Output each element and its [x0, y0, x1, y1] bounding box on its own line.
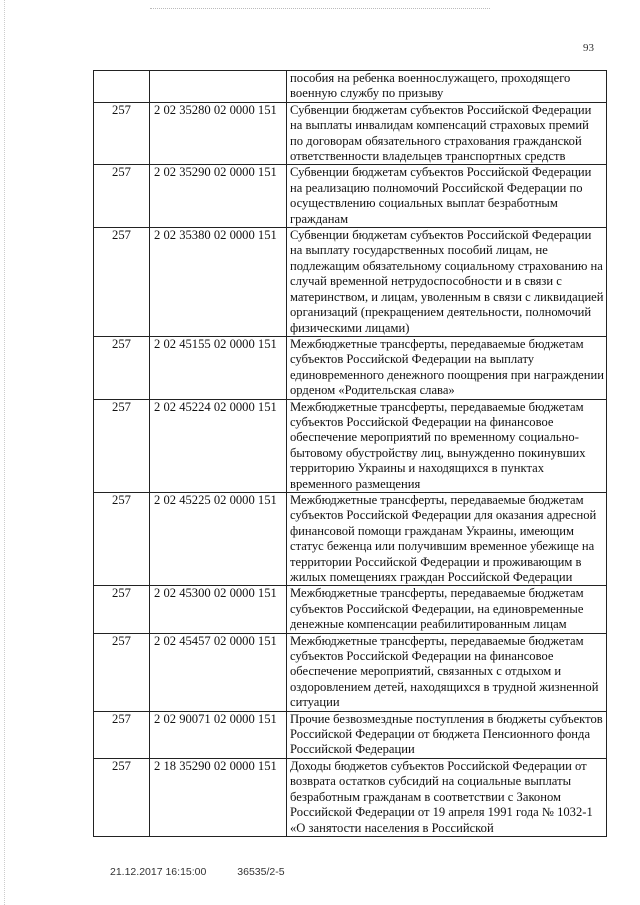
admin-code-cell: 257: [94, 399, 150, 492]
admin-code-cell: 257: [94, 633, 150, 711]
budget-code-cell: 2 02 45155 02 0000 151: [150, 336, 287, 399]
table-row: [94, 492, 607, 585]
admin-code-cell: 257: [94, 711, 150, 758]
admin-code-cell: 257: [94, 336, 150, 399]
table-row: [94, 336, 607, 399]
table-row: [94, 165, 607, 228]
description-cell: Прочие безвозмездные поступления в бюджеты субъектов Российской Федерации от бюджета Пенсионного фонда Российской Федерации: [287, 711, 607, 758]
description-cell: Субвенции бюджетам субъектов Российской Федерации на выплаты инвалидам компенсаций страховых премий по договорам обязательного страхования гражданской ответственности владельцев транспортных средств: [287, 102, 607, 165]
table-row: [94, 399, 607, 492]
table-row: [94, 102, 607, 165]
budget-code-cell: 2 18 35290 02 0000 151: [150, 758, 287, 836]
description-cell: Субвенции бюджетам субъектов Российской Федерации на реализацию полномочий Российской Федерации по осуществлению социальных выплат безработным гражданам: [287, 165, 607, 228]
admin-code-cell: 257: [94, 165, 150, 228]
table-row: [94, 711, 607, 758]
budget-code-cell: [150, 71, 287, 103]
description-cell: пособия на ребенка военнослужащего, проходящего военную службу по призыву: [287, 71, 607, 103]
budget-code-cell: 2 02 45300 02 0000 151: [150, 586, 287, 633]
scan-edge-artifact: [4, 0, 6, 905]
admin-code-cell: 257: [94, 492, 150, 585]
admin-code-cell: 257: [94, 228, 150, 337]
budget-revenue-table: [93, 70, 607, 837]
budget-code-cell: 2 02 35290 02 0000 151: [150, 165, 287, 228]
budget-code-cell: 2 02 90071 02 0000 151: [150, 711, 287, 758]
budget-code-cell: 2 02 45225 02 0000 151: [150, 492, 287, 585]
table-row: [94, 228, 607, 337]
description-cell: Субвенции бюджетам субъектов Российской Федерации на выплату государственных пособий лицам, не подлежащим обязательному социальному страхованию на случай временной нетрудоспособности и в связи с материнством, и лицам, уволенным в связи с ликвидацией организаций (прекращением деятельности, полномочий физическими лицами): [287, 228, 607, 337]
page-number: 93: [583, 42, 594, 54]
description-cell: Межбюджетные трансферты, передаваемые бюджетам субъектов Российской Федерации на финансовое обеспечение мероприятий, связанных с отдыхом и оздоровлением детей, находящихся в трудной жизненной ситуации: [287, 633, 607, 711]
document-footer: [110, 866, 285, 878]
budget-code-cell: 2 02 35280 02 0000 151: [150, 102, 287, 165]
table-row: [94, 586, 607, 633]
table-row: [94, 71, 607, 103]
footer-timestamp: 21.12.2017 16:15:00: [110, 866, 207, 878]
description-cell: Межбюджетные трансферты, передаваемые бюджетам субъектов Российской Федерации на выплату единовременного денежного поощрения при награждении орденом «Родительская слава»: [287, 336, 607, 399]
admin-code-cell: 257: [94, 586, 150, 633]
budget-code-cell: 2 02 45224 02 0000 151: [150, 399, 287, 492]
description-cell: Межбюджетные трансферты, передаваемые бюджетам субъектов Российской Федерации на финансовое обеспечение мероприятий по временному социально-бытовому обустройству лиц, вынужденно покинувших территорию Украины и находящихся в пунктах временного размещения: [287, 399, 607, 492]
budget-code-cell: 2 02 35380 02 0000 151: [150, 228, 287, 337]
footer-document-code: 36535/2-5: [237, 866, 285, 878]
description-cell: Межбюджетные трансферты, передаваемые бюджетам субъектов Российской Федерации, на единовременные денежные компенсации реабилитированным лицам: [287, 586, 607, 633]
description-cell: Межбюджетные трансферты, передаваемые бюджетам субъектов Российской Федерации для оказания адресной финансовой помощи гражданам Украины, имеющим статус беженца или получившим временное убежище на территории Российской Федерации и проживающим в жилых помещениях граждан Российской Федерации: [287, 492, 607, 585]
scan-artifact: [150, 8, 490, 10]
description-cell: Доходы бюджетов субъектов Российской Федерации от возврата остатков субсидий на социальные выплаты безработным гражданам в соответствии с Законом Российской Федерации от 19 апреля 1991 года № 1032-1 «О занятости населения в Российской: [287, 758, 607, 836]
admin-code-cell: [94, 71, 150, 103]
admin-code-cell: 257: [94, 758, 150, 836]
budget-code-cell: 2 02 45457 02 0000 151: [150, 633, 287, 711]
admin-code-cell: 257: [94, 102, 150, 165]
table-row: [94, 758, 607, 836]
table-row: [94, 633, 607, 711]
